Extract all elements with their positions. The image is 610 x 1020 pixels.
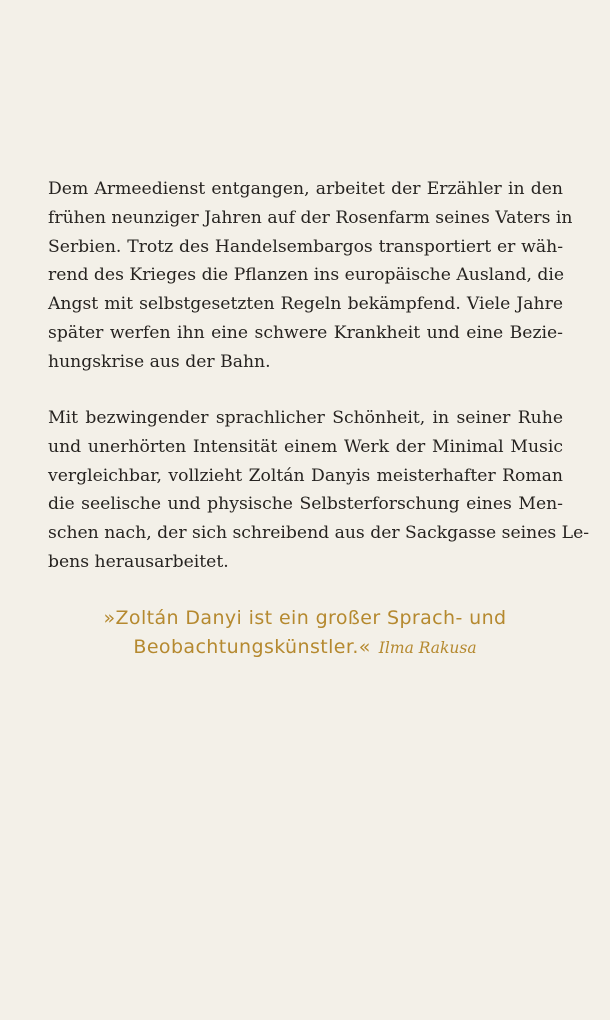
text-line: die seelische und physische Selbsterforschung eines Men- bbox=[48, 494, 563, 515]
synopsis-paragraph-1 bbox=[48, 175, 573, 377]
praise-quote-line-2 bbox=[0, 633, 610, 663]
text-line: vergleichbar, vollzieht Zoltán Danyis meisterhafter Roman bbox=[48, 465, 563, 486]
praise-quote-line-1 bbox=[0, 604, 610, 633]
text-line: Angst mit selbstgesetzten Regeln bekämpfend. Viele Jahre bbox=[48, 294, 563, 315]
quote-attribution: Ilma Rakusa bbox=[378, 639, 477, 657]
text-line: frühen neunziger Jahren auf der Rosenfarm seines Vaters in bbox=[48, 207, 573, 228]
text-line: schen nach, der sich schreibend aus der Sackgasse seines Le- bbox=[48, 523, 590, 544]
quote-text: »Zoltán Danyi ist ein großer Sprach- und bbox=[103, 607, 507, 629]
text-line: Dem Armeedienst entgangen, arbeitet der Erzähler in den bbox=[48, 179, 563, 199]
text-line: bens herausarbeitet. bbox=[48, 551, 229, 572]
text-line: Mit bezwingender sprachlicher Schönheit, in seiner Ruhe bbox=[48, 408, 563, 428]
text-line: hungskrise aus der Bahn. bbox=[48, 351, 271, 372]
synopsis-paragraph-2 bbox=[48, 404, 590, 577]
quote-text: Beobachtungskünstler.« bbox=[133, 636, 371, 658]
text-line: Serbien. Trotz des Handelsembargos transportiert er wäh- bbox=[48, 236, 563, 257]
text-line: später werfen ihn eine schwere Krankheit und eine Bezie- bbox=[48, 322, 563, 343]
text-line: rend des Krieges die Pflanzen ins europäische Ausland, die bbox=[48, 265, 565, 286]
text-line: und unerhörten Intensität einem Werk der Minimal Music bbox=[48, 436, 563, 457]
